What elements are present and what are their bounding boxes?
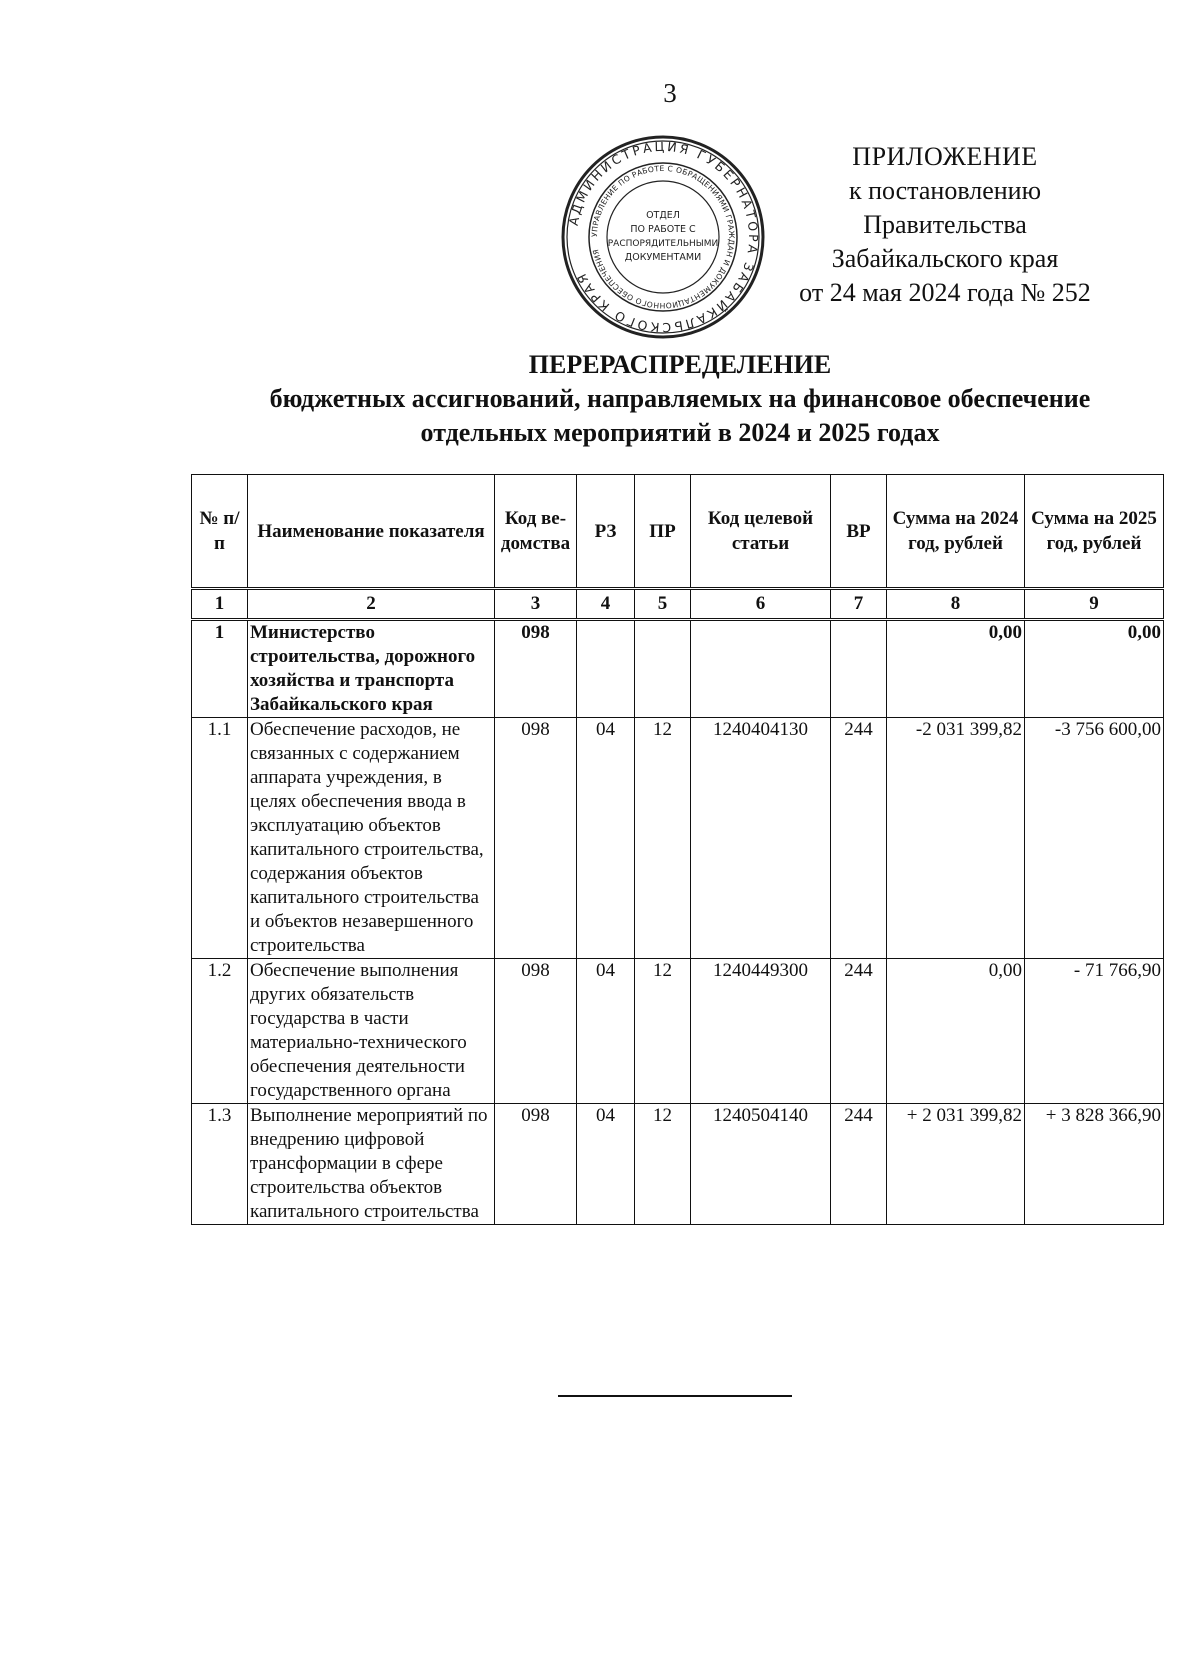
row-target: 1240449300 <box>691 959 831 1104</box>
row-pr <box>635 620 691 718</box>
title-subtitle-2: отдельных мероприятий в 2024 и 2025 годах <box>420 418 940 447</box>
column-index: 1 <box>192 589 248 620</box>
header-sum2024: Сумма на 2024 год, рублей <box>887 475 1025 589</box>
row-name: Обеспечение расходов, не связанных с содержанием аппарата учреждения, в целях обеспечения ввода в эксплуатацию объектов капитального строительства, содержания объектов капитального строительства и объектов незавершенного строительства <box>248 718 495 959</box>
row-dept: 098 <box>495 620 577 718</box>
row-sum2024: -2 031 399,82 <box>887 718 1025 959</box>
row-rz: 04 <box>577 959 635 1104</box>
svg-text:РАСПОРЯДИТЕЛЬНЫМИ: РАСПОРЯДИТЕЛЬНЫМИ <box>607 239 719 249</box>
row-sum2025: - 71 766,90 <box>1025 959 1164 1104</box>
row-vr: 244 <box>831 959 887 1104</box>
svg-text:ДОКУМЕНТАМИ: ДОКУМЕНТАМИ <box>624 252 702 263</box>
appendix-block <box>770 140 1120 310</box>
row-sum2024: + 2 031 399,82 <box>887 1104 1025 1225</box>
official-stamp <box>558 132 768 342</box>
svg-text:ПО РАБОТЕ С: ПО РАБОТЕ С <box>630 224 696 235</box>
table-row <box>192 620 1164 718</box>
svg-text:УПРАВЛЕНИЕ ПО РАБОТЕ С ОБРАЩЕН: УПРАВЛЕНИЕ ПО РАБОТЕ С ОБРАЩЕНИЯМИ ГРАЖДАН И ДОКУМЕНТАЦИОННОГО ОБЕСПЕЧЕНИЯ <box>589 163 737 311</box>
column-index: 2 <box>248 589 495 620</box>
row-dept: 098 <box>495 959 577 1104</box>
row-name: Обеспечение выполнения других обязательств государства в части материально-технического обеспечения деятельности государственного органа <box>248 959 495 1104</box>
title-subtitle-1: бюджетных ассигнований, направляемых на финансовое обеспечение <box>269 384 1091 413</box>
column-index: 9 <box>1025 589 1164 620</box>
appendix-reference: к постановлению Правительства <box>848 176 1042 239</box>
page-number: 3 <box>663 78 677 108</box>
column-index: 5 <box>635 589 691 620</box>
row-pr: 12 <box>635 718 691 959</box>
header-vr: ВР <box>831 475 887 589</box>
row-num: 1.2 <box>192 959 248 1104</box>
table-row <box>192 718 1164 959</box>
column-index: 7 <box>831 589 887 620</box>
row-num: 1 <box>192 620 248 718</box>
header-sum2025: Сумма на 2025 год, рублей <box>1025 475 1164 589</box>
row-vr: 244 <box>831 718 887 959</box>
row-sum2025: -3 756 600,00 <box>1025 718 1164 959</box>
row-num: 1.1 <box>192 718 248 959</box>
header-dept: Код ве-домства <box>495 475 577 589</box>
column-index: 8 <box>887 589 1025 620</box>
row-rz: 04 <box>577 1104 635 1225</box>
row-name: Выполнение мероприятий по внедрению цифровой трансформации в сфере строительства объектов капитального строительства <box>248 1104 495 1225</box>
stamp-seal-icon <box>558 132 768 342</box>
header-name: Наименование показателя <box>248 475 495 589</box>
row-name: Министерство строительства, дорожного хозяйства и транспорта Забайкальского края <box>248 620 495 718</box>
row-vr <box>831 620 887 718</box>
header-pr: ПР <box>635 475 691 589</box>
row-dept: 098 <box>495 1104 577 1225</box>
svg-text:ОТДЕЛ: ОТДЕЛ <box>646 210 680 221</box>
table-row <box>192 959 1164 1104</box>
budget-table <box>191 474 1164 1225</box>
title-main: ПЕРЕРАСПРЕДЕЛЕНИЕ <box>528 350 832 379</box>
row-rz: 04 <box>577 718 635 959</box>
row-sum2024: 0,00 <box>887 959 1025 1104</box>
table-row <box>192 1104 1164 1225</box>
appendix-region: Забайкальского края <box>831 244 1059 273</box>
appendix-date-number: от 24 мая 2024 года № 252 <box>799 278 1091 307</box>
header-num: № п/п <box>192 475 248 589</box>
svg-text:АДМИНИСТРАЦИЯ ГУБЕРНАТОРА ЗАБА: АДМИНИСТРАЦИЯ ГУБЕРНАТОРА ЗАБАЙКАЛЬСКОГО КРАЯ <box>565 138 762 336</box>
column-index: 3 <box>495 589 577 620</box>
row-vr: 244 <box>831 1104 887 1225</box>
row-sum2024: 0,00 <box>887 620 1025 718</box>
row-target <box>691 620 831 718</box>
row-target: 1240504140 <box>691 1104 831 1225</box>
column-index: 6 <box>691 589 831 620</box>
row-target: 1240404130 <box>691 718 831 959</box>
row-pr: 12 <box>635 959 691 1104</box>
row-pr: 12 <box>635 1104 691 1225</box>
appendix-title: ПРИЛОЖЕНИЕ <box>852 142 1038 171</box>
column-index-row <box>192 589 1164 620</box>
row-sum2025: 0,00 <box>1025 620 1164 718</box>
document-title <box>190 348 1170 450</box>
table-header-row <box>192 475 1164 589</box>
row-rz <box>577 620 635 718</box>
row-dept: 098 <box>495 718 577 959</box>
row-num: 1.3 <box>192 1104 248 1225</box>
column-index: 4 <box>577 589 635 620</box>
footer-divider <box>558 1395 792 1397</box>
row-sum2025: + 3 828 366,90 <box>1025 1104 1164 1225</box>
header-target: Код целевой статьи <box>691 475 831 589</box>
header-rz: РЗ <box>577 475 635 589</box>
